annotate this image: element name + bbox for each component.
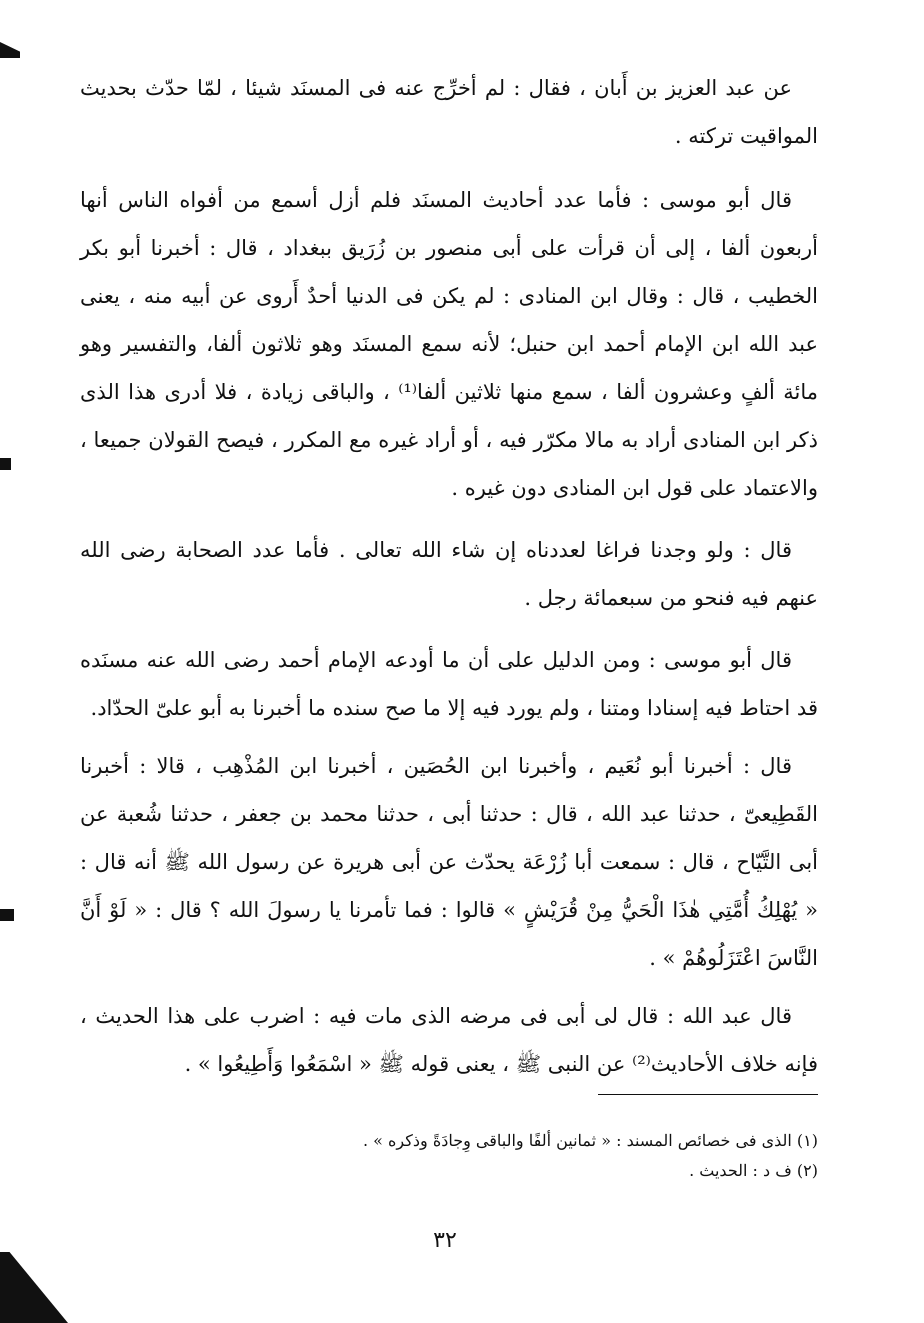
- paragraph-companions-count: قال : ولو وجدنا فراغا لعددناه إن شاء الله تعالى . فأما عدد الصحابة رضى الله عنهم فيه فنحو من سبعمائة رجل .: [80, 538, 818, 610]
- scan-edge-mark: [0, 458, 11, 470]
- footnotes: [260, 1126, 818, 1186]
- scan-edge-mark: [0, 42, 20, 58]
- paragraph-evidence: قال أبو موسى : ومن الدليل على أن ما أودعه الإمام أحمد رضى الله عنه مسنَده قد احتاط فيه إسنادا ومتنا ، ولم يورد فيه إلا ما صح سنده ما أخبرنا به أبو علىّ الحدّاد.: [80, 648, 818, 720]
- footnote-2: (٢) ف د : الحديث .: [689, 1161, 818, 1180]
- footnote-1: (١) الذى فى خصائص المسند : « ثمانين ألفًا والباقى وِجادَةً وذكره » .: [363, 1131, 818, 1150]
- paragraph-hadith-count: قال أبو موسى : فأما عدد أحاديث المسنَد فلم أزل أسمع من أفواه الناس أنها أربعون ألفا ، إلى أن قرأت على أبى منصور بن زُرَيق ببغداد ، قال : أخبرنا أبو بكر الخطيب ، قال : وقال ابن المنادى : لم يكن فى الدنيا أحدٌ أَروى عن أبيه منه ، يعنى عبد الله ابن الإمام أحمد ابن حنبل؛ لأنه سمع المسنَد وهو ثلاثون ألفا، والتفسير وهو مائة ألفٍ وعشرون ألفا ، سمع منها ثلاثين ألفا⁽¹⁾ ، والباقى زيادة ، فلا أدرى هذا الذى ذكر ابن المنادى أراد به مالا مكرّر فيه ، أو أراد غيره مع المكرر ، فيصح القولان جميعا ، والاعتماد على قول ابن المنادى دون غيره .: [80, 188, 819, 500]
- page-number: ٣٢: [433, 1228, 457, 1253]
- paragraph-abdullah-statement: قال عبد الله : قال لى أبى فى مرضه الذى مات فيه : اضرب على هذا الحديث ، فإنه خلاف الأحاديث⁽²⁾ عن النبى ﷺ ، يعنى قوله ﷺ « اسْمَعُوا وَأَطِيعُوا » .: [80, 1004, 818, 1076]
- paragraph-continuation: عن عبد العزيز بن أَبان ، فقال : لم أخرِّج عنه فى المسنَد شيئا ، لمّا حدّث بحديث المواقيت تركته .: [80, 76, 818, 148]
- main-text: [80, 64, 818, 1088]
- scan-corner-shadow: [0, 1252, 68, 1323]
- footnote-divider: [598, 1094, 818, 1095]
- paragraph-isnad: قال : أخبرنا أبو نُعَيم ، وأخبرنا ابن الحُصَين ، أخبرنا ابن المُذْهِب ، قالا : أخبرنا القَطِيعىّ ، حدثنا عبد الله ، قال : حدثنا أبى ، حدثنا محمد بن جعفر ، حدثنا شُعبة عن أبى التَّيّاح ، قال : سمعت أبا زُرْعَة يحدّث عن أبى هريرة عن رسول الله ﷺ أنه قال : « يُهْلِكُ أُمَّتِي هٰذَا الْحَيُّ مِنْ قُرَيْشٍ » قالوا : فما تأمرنا يا رسولَ الله ؟ قال : « لَوْ أَنَّ النَّاسَ اعْتَزَلُوهُمْ » .: [80, 754, 818, 970]
- scan-edge-mark: [0, 909, 14, 921]
